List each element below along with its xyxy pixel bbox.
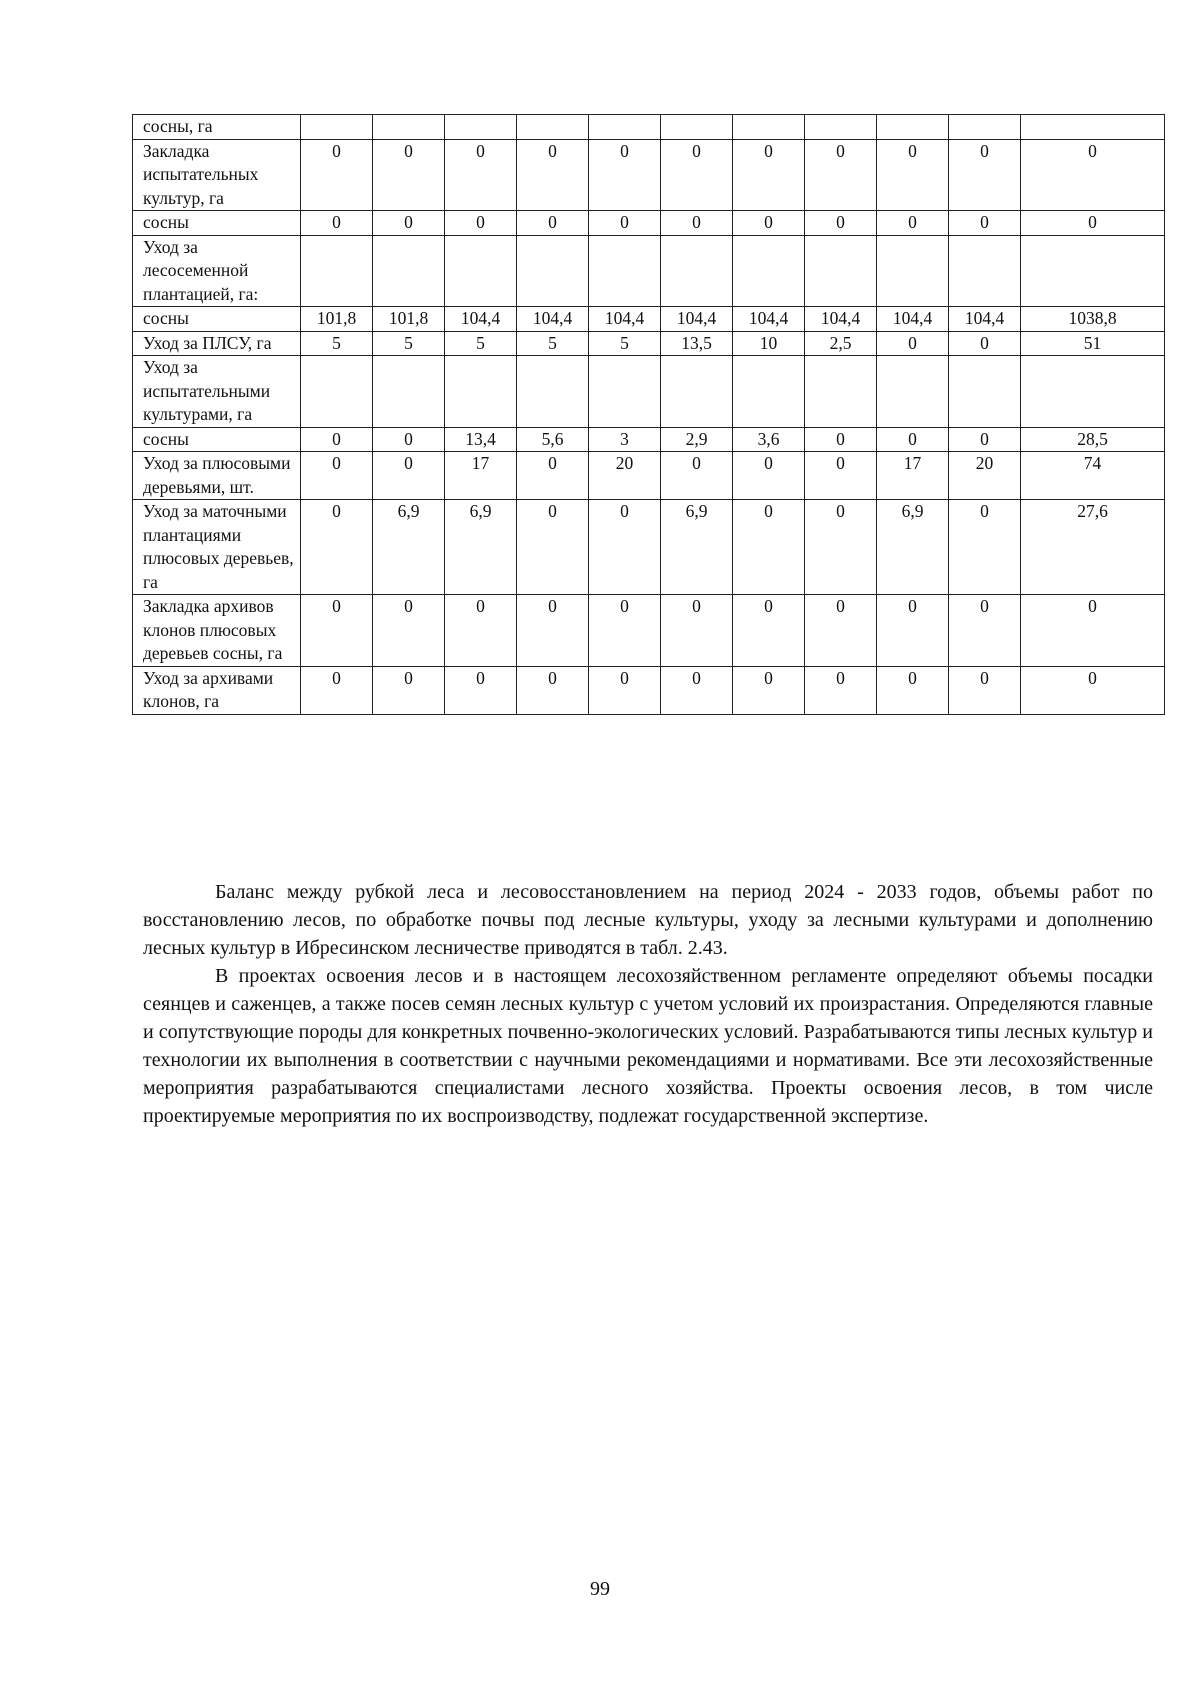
table-cell: 5,6: [517, 427, 589, 452]
table-cell: 0: [733, 595, 805, 667]
table-cell: 0: [1021, 595, 1165, 667]
table-cell: 0: [589, 139, 661, 211]
table-cell: 0: [373, 666, 445, 714]
table-cell: 101,8: [373, 307, 445, 332]
table-cell: 104,4: [517, 307, 589, 332]
table-cell: 17: [877, 452, 949, 500]
row-label: Уход за лесосеменной плантацией, га:: [133, 235, 301, 307]
table-cell: [733, 115, 805, 140]
table-cell: 0: [445, 211, 517, 236]
table-cell: [445, 356, 517, 428]
table-cell: 0: [805, 427, 877, 452]
paragraph: Баланс между рубкой леса и лесовосстановлением на период 2024 - 2033 годов, объемы работ по восстановлению лесов, по обработке почвы под лесные культуры, уходу за лесными культурами и дополнению лесных культур в Ибресинском лесничестве приводятся в табл. 2.43.: [143, 881, 1153, 959]
table-cell: [949, 356, 1021, 428]
table-cell: 0: [877, 331, 949, 356]
table-cell: 0: [373, 427, 445, 452]
table-cell: 0: [589, 595, 661, 667]
forestry-data-table: [132, 114, 1165, 715]
table-cell: 0: [949, 500, 1021, 595]
table-cell: 0: [949, 211, 1021, 236]
table-cell: 0: [445, 595, 517, 667]
table-cell: 0: [805, 595, 877, 667]
row-label: Уход за испытательными культурами, га: [133, 356, 301, 428]
body-text: [143, 878, 1153, 1130]
table-cell: 0: [949, 595, 1021, 667]
table-cell: 2,5: [805, 331, 877, 356]
table-cell: 0: [517, 595, 589, 667]
table-cell: 0: [733, 452, 805, 500]
table-cell: 0: [733, 500, 805, 595]
table-cell: 0: [877, 139, 949, 211]
table-cell: 0: [661, 139, 733, 211]
table-cell: [301, 115, 373, 140]
table-cell: 0: [805, 666, 877, 714]
row-label: сосны: [133, 307, 301, 332]
table-cell: 0: [661, 666, 733, 714]
table-cell: 0: [949, 427, 1021, 452]
table-row: [133, 666, 1165, 714]
table-cell: 0: [301, 427, 373, 452]
table-cell: [805, 115, 877, 140]
table-cell: [733, 235, 805, 307]
table-cell: 0: [589, 211, 661, 236]
table-cell: 104,4: [589, 307, 661, 332]
row-label: Закладка архивов клонов плюсовых деревьев сосны, га: [133, 595, 301, 667]
table-cell: 0: [445, 666, 517, 714]
table-row: [133, 331, 1165, 356]
table-cell: [877, 115, 949, 140]
table-cell: [661, 235, 733, 307]
table-cell: 0: [733, 211, 805, 236]
table-row: [133, 427, 1165, 452]
table-cell: 0: [373, 595, 445, 667]
table-cell: 6,9: [445, 500, 517, 595]
table-cell: [445, 115, 517, 140]
table-cell: [805, 235, 877, 307]
row-label: Уход за ПЛСУ, га: [133, 331, 301, 356]
table-row: [133, 235, 1165, 307]
table-cell: 0: [517, 666, 589, 714]
table-cell: [373, 356, 445, 428]
row-label: Уход за маточными плантациями плюсовых деревьев, га: [133, 500, 301, 595]
table-cell: [877, 356, 949, 428]
table-cell: 104,4: [877, 307, 949, 332]
table-cell: 2,9: [661, 427, 733, 452]
table-cell: 0: [949, 331, 1021, 356]
table-cell: [301, 356, 373, 428]
table-row: [133, 211, 1165, 236]
table-cell: 27,6: [1021, 500, 1165, 595]
table-cell: 0: [733, 666, 805, 714]
table-cell: 20: [949, 452, 1021, 500]
table-cell: [1021, 356, 1165, 428]
table-cell: 0: [373, 139, 445, 211]
table-cell: 0: [445, 139, 517, 211]
table-row: [133, 307, 1165, 332]
table-cell: 6,9: [661, 500, 733, 595]
table-cell: 0: [877, 595, 949, 667]
table-cell: [589, 356, 661, 428]
table-cell: 0: [949, 139, 1021, 211]
table-row: [133, 356, 1165, 428]
page-number: 99: [590, 1578, 610, 1600]
table-cell: [949, 235, 1021, 307]
table-cell: 0: [517, 452, 589, 500]
row-label: сосны: [133, 211, 301, 236]
table-cell: 5: [301, 331, 373, 356]
row-label: Уход за плюсовыми деревьями, шт.: [133, 452, 301, 500]
table-row: [133, 500, 1165, 595]
table-cell: 104,4: [445, 307, 517, 332]
table-cell: 0: [661, 595, 733, 667]
table-cell: 0: [805, 139, 877, 211]
table-cell: [373, 115, 445, 140]
row-label: сосны: [133, 427, 301, 452]
table-cell: 0: [805, 452, 877, 500]
table-cell: 3,6: [733, 427, 805, 452]
table-cell: 13,4: [445, 427, 517, 452]
table-cell: [301, 235, 373, 307]
table-cell: 13,5: [661, 331, 733, 356]
table-row: [133, 452, 1165, 500]
table-row: [133, 115, 1165, 140]
table-body: [133, 115, 1165, 715]
table-cell: [517, 115, 589, 140]
table-cell: [661, 356, 733, 428]
table-cell: [517, 235, 589, 307]
table-cell: 104,4: [805, 307, 877, 332]
table-cell: 0: [805, 500, 877, 595]
table-cell: 0: [301, 139, 373, 211]
table-cell: [949, 115, 1021, 140]
table-cell: 101,8: [301, 307, 373, 332]
table-cell: 0: [877, 211, 949, 236]
table-cell: 0: [517, 500, 589, 595]
table-cell: [1021, 235, 1165, 307]
table-cell: 0: [301, 211, 373, 236]
table-cell: [373, 235, 445, 307]
table-cell: 0: [949, 666, 1021, 714]
table-cell: 17: [445, 452, 517, 500]
table-cell: [1021, 115, 1165, 140]
table-cell: 6,9: [877, 500, 949, 595]
table-cell: 0: [517, 211, 589, 236]
paragraph: В проектах освоения лесов и в настоящем лесохозяйственном регламенте определяют объемы посадки сеянцев и саженцев, а также посев семян лесных культур с учетом условий их произрастания. Определяются главные и сопутствующие породы для конкретных почвенно-экологических условий. Разрабатываются типы лесных культур и технологии их выполнения в соответствии с научными рекомендациями и нормативами. Все эти лесохозяйственные мероприятия разрабатываются специалистами лесного хозяйства. Проекты освоения лесов, в том числе проектируемые мероприятия по их воспроизводству, подлежат государственной экспертизе.: [143, 965, 1153, 1127]
table-cell: 0: [1021, 666, 1165, 714]
table-cell: 5: [373, 331, 445, 356]
table-cell: 0: [877, 666, 949, 714]
table-row: [133, 595, 1165, 667]
table-cell: 51: [1021, 331, 1165, 356]
table-cell: 0: [1021, 211, 1165, 236]
table-cell: 0: [301, 452, 373, 500]
table-cell: 0: [661, 211, 733, 236]
table-cell: [517, 356, 589, 428]
row-label: Закладка испытательных культур, га: [133, 139, 301, 211]
table-cell: 1038,8: [1021, 307, 1165, 332]
table-cell: 0: [301, 666, 373, 714]
table-cell: 6,9: [373, 500, 445, 595]
table-row: [133, 139, 1165, 211]
table-cell: [589, 115, 661, 140]
table-cell: 28,5: [1021, 427, 1165, 452]
table-cell: [445, 235, 517, 307]
table-cell: 0: [589, 500, 661, 595]
table-cell: 5: [445, 331, 517, 356]
table-cell: 104,4: [949, 307, 1021, 332]
row-label: Уход за архивами клонов, га: [133, 666, 301, 714]
table-cell: 0: [301, 500, 373, 595]
row-label: сосны, га: [133, 115, 301, 140]
table-cell: 0: [1021, 139, 1165, 211]
table-cell: [589, 235, 661, 307]
table-cell: 0: [661, 452, 733, 500]
table-cell: 0: [517, 139, 589, 211]
table-cell: 104,4: [661, 307, 733, 332]
table-cell: [733, 356, 805, 428]
table-cell: [877, 235, 949, 307]
table-cell: 3: [589, 427, 661, 452]
table-cell: 0: [373, 211, 445, 236]
table-cell: [661, 115, 733, 140]
table-cell: 5: [589, 331, 661, 356]
table-cell: 0: [733, 139, 805, 211]
table-cell: 20: [589, 452, 661, 500]
table-cell: 10: [733, 331, 805, 356]
table-cell: 0: [805, 211, 877, 236]
table-cell: 5: [517, 331, 589, 356]
table-cell: 0: [301, 595, 373, 667]
table-cell: 0: [589, 666, 661, 714]
table-cell: 74: [1021, 452, 1165, 500]
table-cell: 0: [373, 452, 445, 500]
table-cell: 104,4: [733, 307, 805, 332]
table-cell: [805, 356, 877, 428]
table-cell: 0: [877, 427, 949, 452]
